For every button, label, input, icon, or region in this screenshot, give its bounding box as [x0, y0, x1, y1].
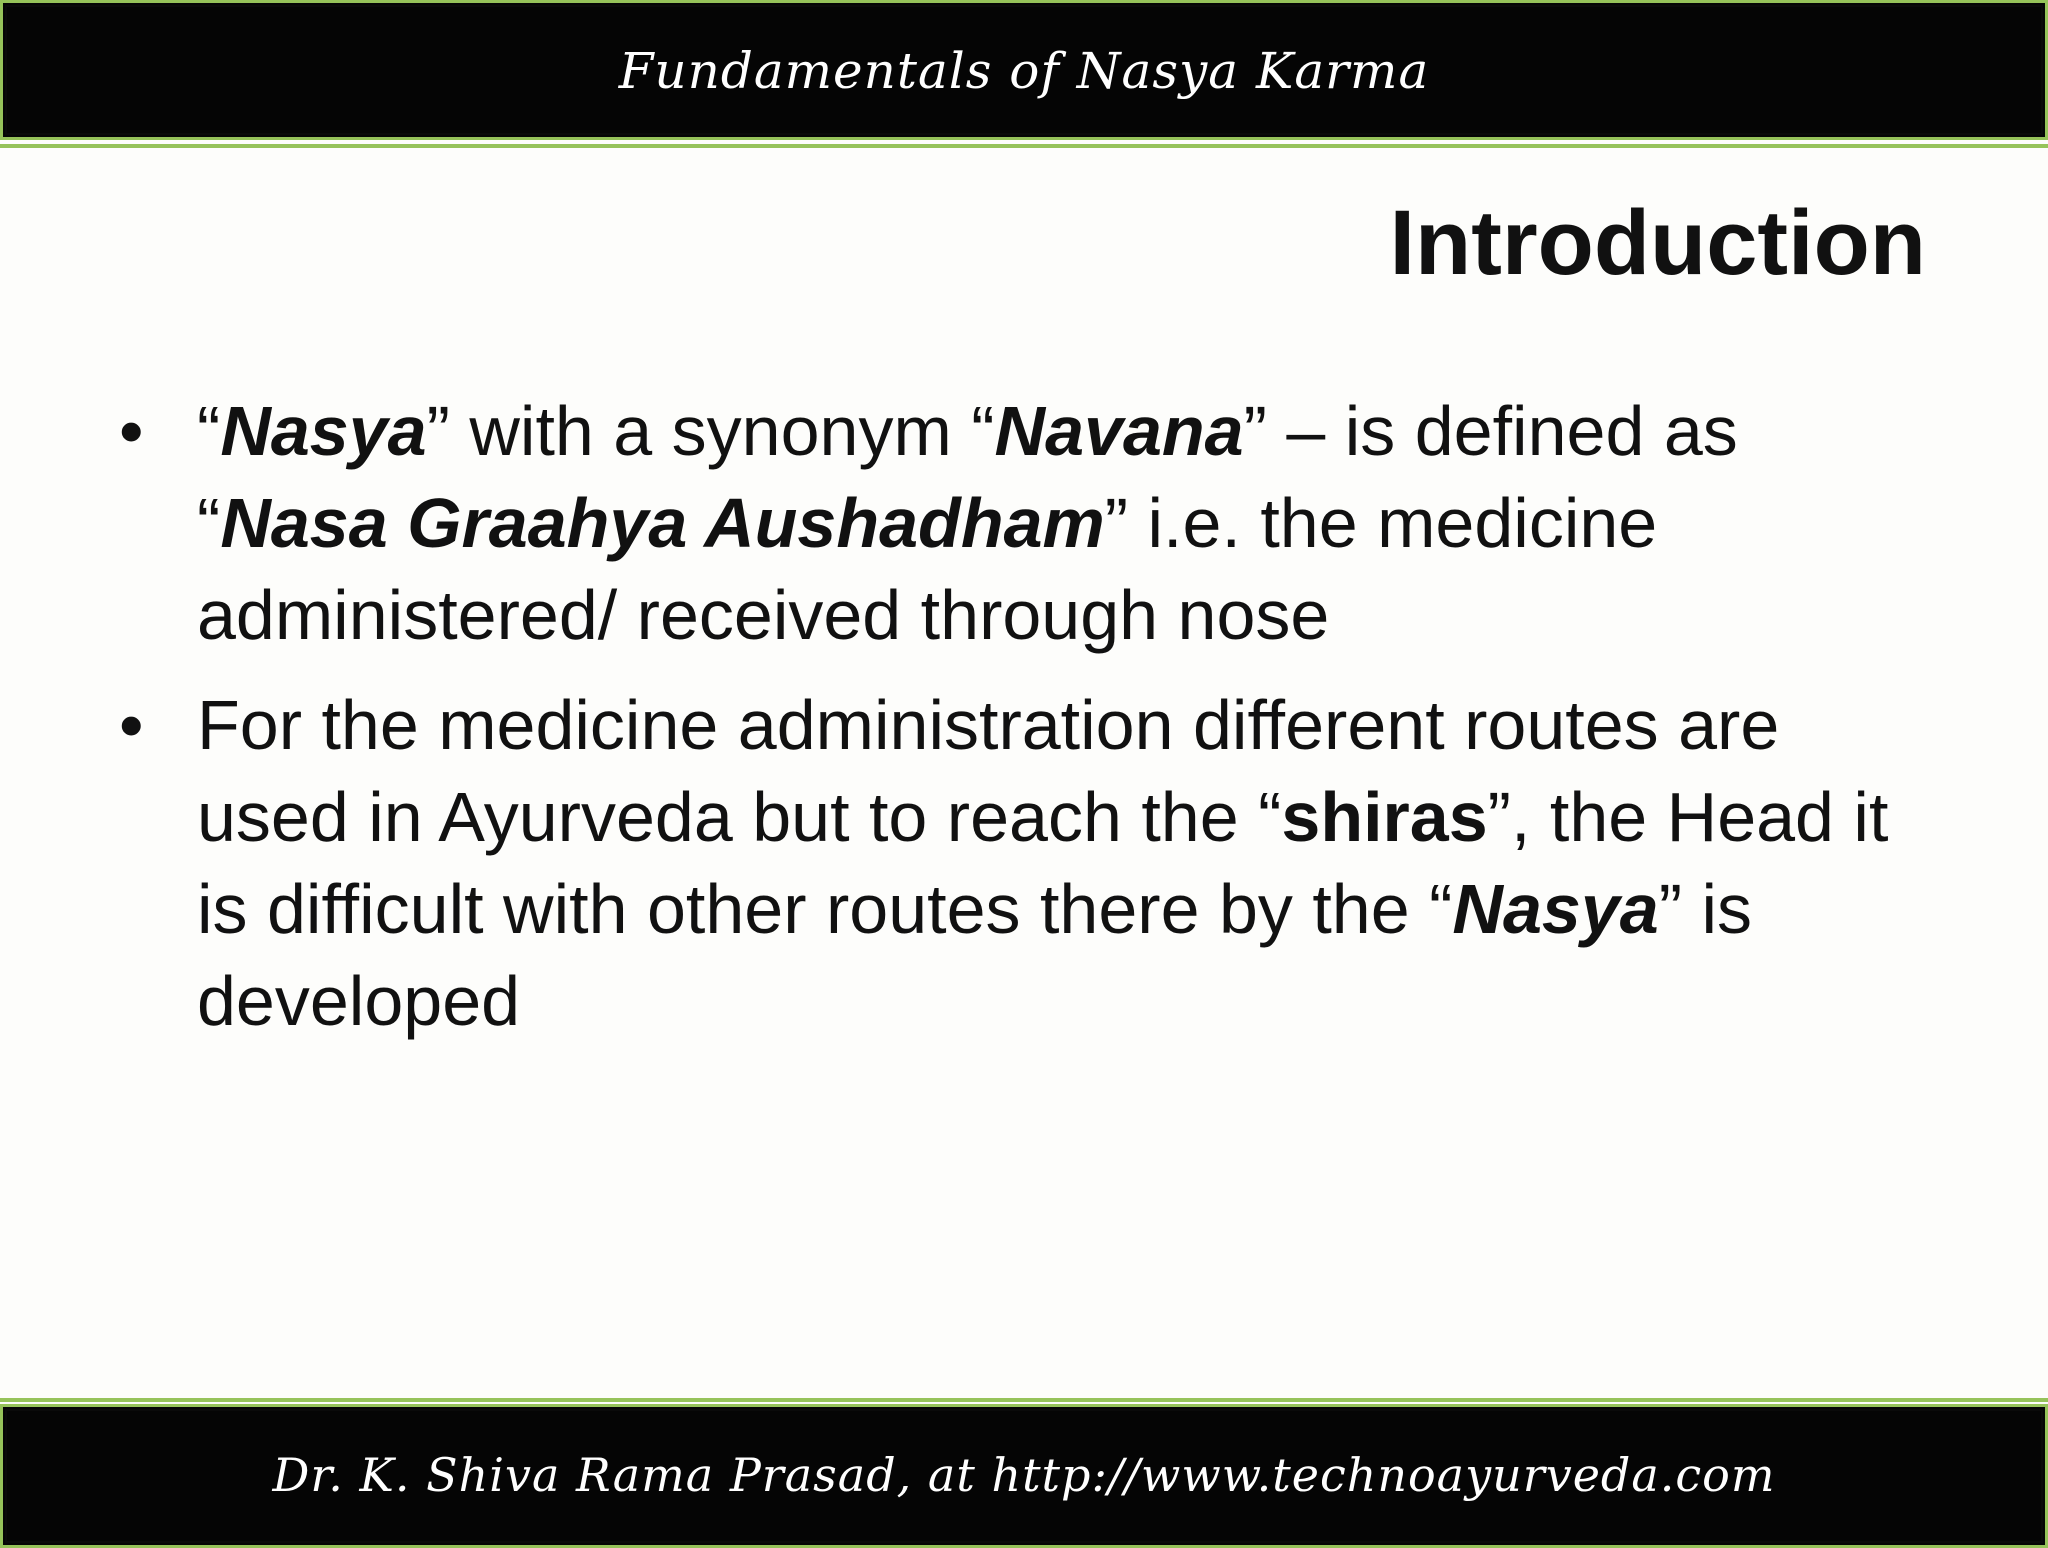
text-segment: “: [197, 392, 221, 470]
term-nasya: Nasya: [220, 392, 427, 470]
term-navana: Navana: [994, 392, 1244, 470]
text-segment: ” with a synonym “: [426, 392, 995, 470]
header-text: Fundamentals of Nasya Karma: [618, 42, 1430, 100]
header-divider: [0, 144, 2048, 148]
term-nasa-graahya-aushadham: Nasa Graahya Aushadham: [220, 484, 1105, 562]
text-segment: ” is developed: [197, 870, 1753, 1040]
text-segment: ” – is defined as “: [197, 392, 1738, 562]
footer-band: [0, 1404, 2048, 1548]
bullet-list: [115, 385, 1915, 1065]
header-band: [0, 0, 2048, 140]
bullet-marker: •: [119, 392, 144, 470]
bullet-text: [197, 686, 1888, 1040]
bullet-marker: •: [119, 686, 144, 764]
text-segment: ” i.e. the medicine administered/ received through nose: [197, 484, 1658, 654]
bullet-item: [115, 385, 1915, 661]
text-segment: For the medicine administration different routes are used in Ayurveda but to reach the “: [197, 686, 1780, 856]
footer-text: Dr. K. Shiva Rama Prasad, at http://www.technoayurveda.com: [272, 1448, 1776, 1502]
bullet-item: [115, 679, 1915, 1047]
bullet-text: [197, 392, 1738, 654]
footer-divider: [0, 1398, 2048, 1402]
text-segment: ”, the Head it is difficult with other routes there by the “: [197, 778, 1889, 948]
term-shiras: shiras: [1281, 778, 1488, 856]
term-nasya: Nasya: [1452, 870, 1659, 948]
slide-title: Introduction: [1389, 192, 1926, 294]
